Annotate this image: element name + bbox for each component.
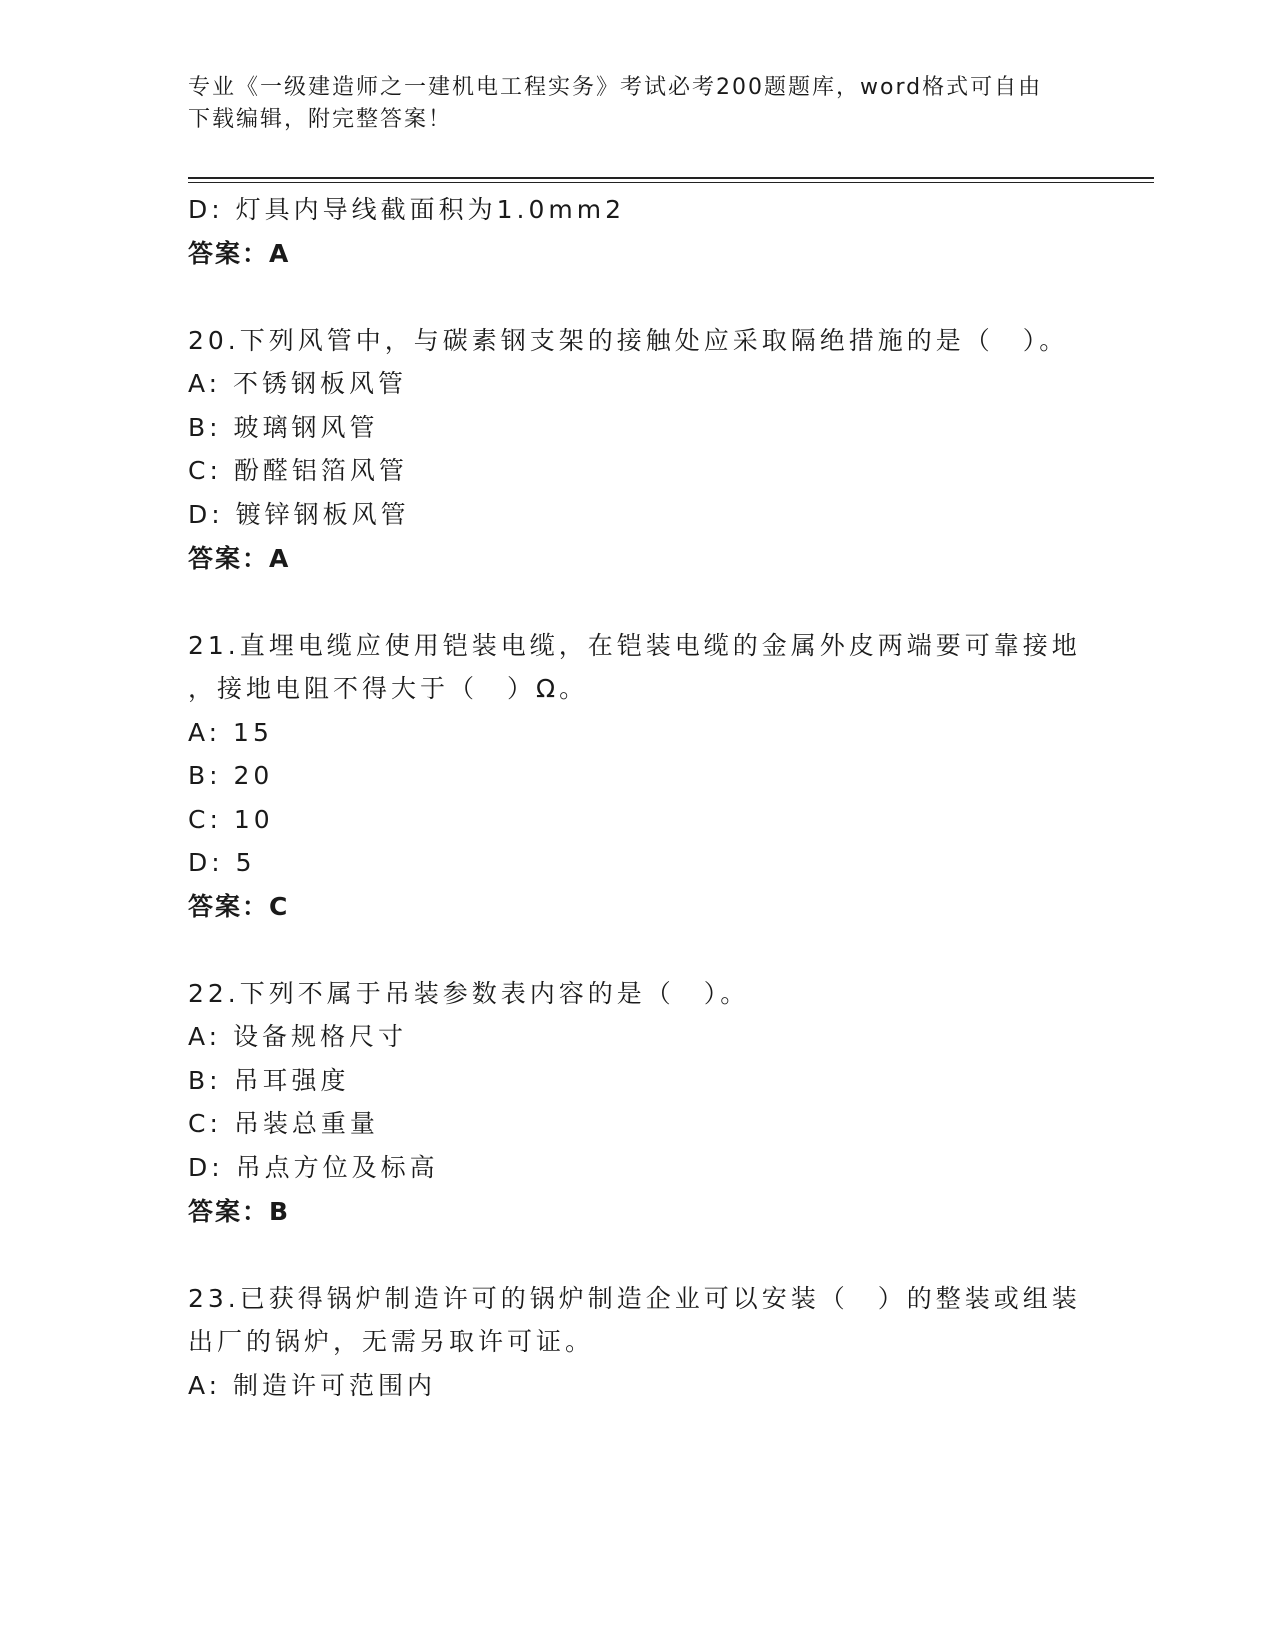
header-divider-thin (188, 182, 1154, 183)
q23-option-a: A: 制造许可范围内 (188, 1371, 437, 1400)
prev-option-d: D: 灯具内导线截面积为1.0mm2 (188, 195, 625, 224)
q22-option-b: B: 吊耳强度 (188, 1066, 350, 1095)
q22-question: 22.下列不属于吊装参数表内容的是（ ）。 (188, 979, 750, 1008)
q23-question-line-2: 出厂的锅炉，无需另取许可证。 (188, 1327, 595, 1356)
q20-option-c: C: 酚醛铝箔风管 (188, 456, 408, 485)
q22-option-c: C: 吊装总重量 (188, 1109, 379, 1138)
header-line-1: 专业《一级建造师之一建机电工程实务》考试必考200题题库，word格式可自由 (188, 75, 1043, 100)
q21-option-b: B: 20 (188, 761, 274, 790)
q21-answer: 答案：C (188, 892, 290, 921)
q21-question-line-2: ，接地电阻不得大于（ ）Ω。 (188, 674, 589, 703)
prev-answer: 答案：A (188, 239, 291, 268)
header-line-2: 下载编辑，附完整答案！ (188, 107, 453, 132)
q21-question-line-1: 21.直埋电缆应使用铠装电缆，在铠装电缆的金属外皮两端要可靠接地 (188, 631, 1081, 660)
q22-option-d: D: 吊点方位及标高 (188, 1153, 439, 1182)
q20-question: 20.下列风管中，与碳素钢支架的接触处应采取隔绝措施的是（ ）。 (188, 326, 1069, 355)
q22-option-a: A: 设备规格尺寸 (188, 1022, 408, 1051)
q21-option-c: C: 10 (188, 805, 274, 834)
q22-answer: 答案：B (188, 1197, 291, 1226)
q20-answer: 答案：A (188, 544, 291, 573)
q21-option-d: D: 5 (188, 848, 256, 877)
q21-option-a: A: 15 (188, 718, 273, 747)
q20-option-d: D: 镀锌钢板风管 (188, 500, 410, 529)
header-divider-thick (188, 177, 1154, 179)
q20-option-a: A: 不锈钢板风管 (188, 369, 408, 398)
q23-question-line-1: 23.已获得锅炉制造许可的锅炉制造企业可以安装（ ）的整装或组装 (188, 1284, 1081, 1313)
q20-option-b: B: 玻璃钢风管 (188, 413, 379, 442)
document-header (188, 72, 1088, 136)
